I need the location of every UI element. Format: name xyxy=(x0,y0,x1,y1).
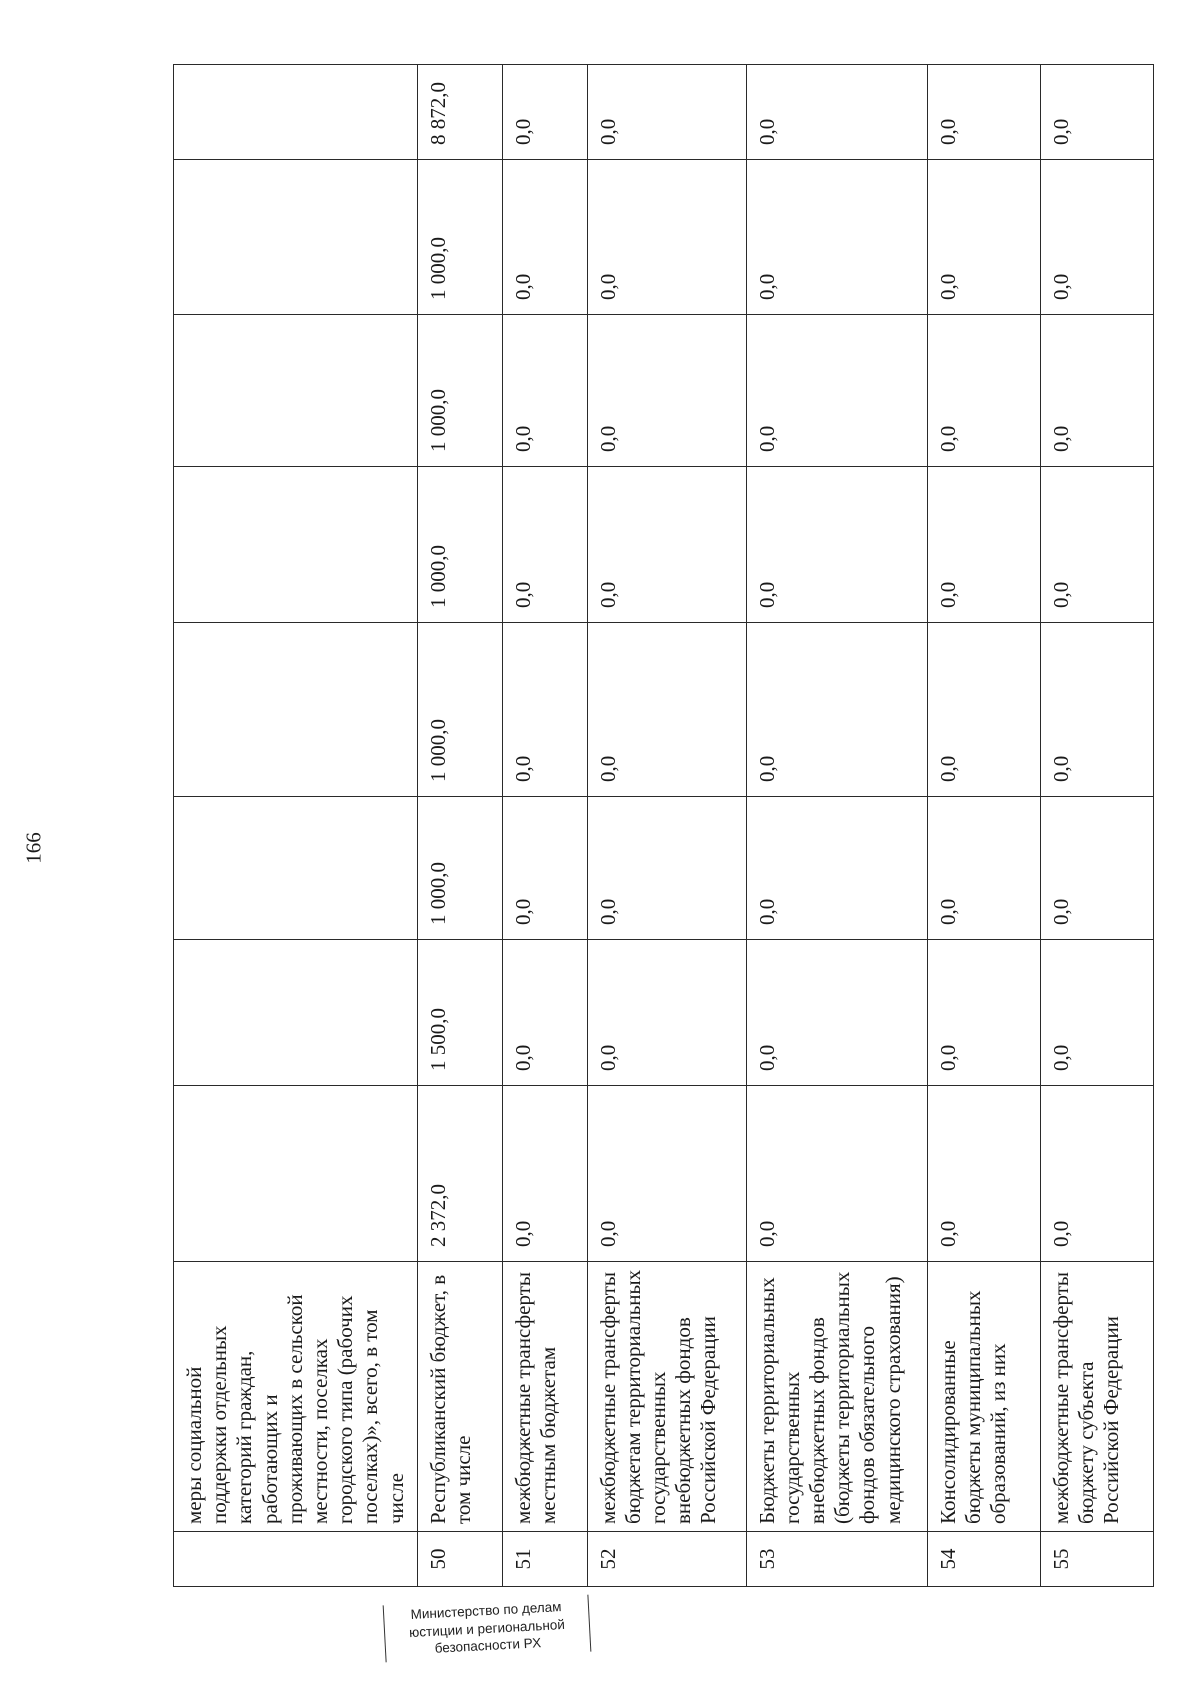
value-cell: 0,0 xyxy=(746,160,927,315)
value-cell: 0,0 xyxy=(502,940,587,1086)
value-cell xyxy=(174,160,418,315)
value-cell: 0,0 xyxy=(746,467,927,623)
value-cell xyxy=(174,65,418,160)
value-cell: 0,0 xyxy=(502,160,587,315)
value-cell: 0,0 xyxy=(587,797,746,940)
value-cell: 0,0 xyxy=(746,65,927,160)
value-cell: 1 000,0 xyxy=(417,467,502,623)
value-cell: 0,0 xyxy=(927,65,1040,160)
row-label: межбюджетные трансферты бюджету субъекта Российской Федерации xyxy=(1040,1262,1153,1532)
value-cell: 0,0 xyxy=(1040,65,1153,160)
row-number: 55 xyxy=(1040,1532,1153,1587)
row-number: 54 xyxy=(927,1532,1040,1587)
row-label: Республиканский бюджет, в том числе xyxy=(417,1262,502,1532)
value-cell: 2 372,0 xyxy=(417,1086,502,1262)
value-cell: 8 872,0 xyxy=(417,65,502,160)
value-cell: 0,0 xyxy=(587,1086,746,1262)
row-number xyxy=(174,1532,418,1587)
value-cell: 0,0 xyxy=(927,467,1040,623)
value-cell: 0,0 xyxy=(1040,160,1153,315)
row-label: Консолидированные бюджеты муниципальных образований, из них xyxy=(927,1262,1040,1532)
budget-table xyxy=(173,64,1154,1587)
stamp-line: юстиции и региональной xyxy=(408,1616,566,1640)
value-cell: 0,0 xyxy=(927,1086,1040,1262)
row-number: 52 xyxy=(587,1532,746,1587)
value-cell: 0,0 xyxy=(587,623,746,797)
value-cell: 0,0 xyxy=(1040,1086,1153,1262)
table-row xyxy=(502,65,587,1587)
table-row xyxy=(746,65,927,1587)
stamp-line: Министерство по делам xyxy=(410,1599,562,1622)
row-number: 50 xyxy=(417,1532,502,1587)
value-cell: 1 000,0 xyxy=(417,160,502,315)
table-row xyxy=(1040,65,1153,1587)
value-cell xyxy=(174,797,418,940)
row-label: Бюджеты территориальных государственных внебюджетных фондов (бюджеты территориальных фондов обязательного медицинского страхования) xyxy=(746,1262,927,1532)
value-cell: 0,0 xyxy=(927,160,1040,315)
row-label: меры социальной поддержки отдельных категорий граждан, работающих и проживающих в сельской местности, поселках городского типа (рабочих поселках)», всего, в том числе xyxy=(174,1262,418,1532)
value-cell xyxy=(174,1086,418,1262)
value-cell: 0,0 xyxy=(502,65,587,160)
value-cell: 0,0 xyxy=(1040,940,1153,1086)
page-number: 166 xyxy=(21,832,46,864)
value-cell: 0,0 xyxy=(746,623,927,797)
value-cell: 0,0 xyxy=(587,160,746,315)
value-cell: 0,0 xyxy=(587,940,746,1086)
value-cell: 0,0 xyxy=(927,315,1040,467)
stamp-line: безопасности РХ xyxy=(434,1635,542,1656)
value-cell: 0,0 xyxy=(1040,467,1153,623)
value-cell: 1 500,0 xyxy=(417,940,502,1086)
ministry-stamp xyxy=(383,1595,592,1662)
value-cell xyxy=(174,623,418,797)
value-cell: 0,0 xyxy=(587,315,746,467)
value-cell: 1 000,0 xyxy=(417,623,502,797)
row-number: 51 xyxy=(502,1532,587,1587)
value-cell: 1 000,0 xyxy=(417,315,502,467)
value-cell: 0,0 xyxy=(1040,315,1153,467)
value-cell: 0,0 xyxy=(502,315,587,467)
row-label: межбюджетные трансферты бюджетам территориальных государственных внебюджетных фондов Российской Федерации xyxy=(587,1262,746,1532)
row-label: межбюджетные трансферты местным бюджетам xyxy=(502,1262,587,1532)
value-cell: 0,0 xyxy=(746,940,927,1086)
value-cell: 0,0 xyxy=(927,797,1040,940)
value-cell: 0,0 xyxy=(746,315,927,467)
table-row xyxy=(417,65,502,1587)
value-cell: 0,0 xyxy=(746,1086,927,1262)
value-cell: 0,0 xyxy=(927,623,1040,797)
value-cell: 0,0 xyxy=(927,940,1040,1086)
value-cell xyxy=(174,315,418,467)
value-cell: 0,0 xyxy=(746,797,927,940)
table-row xyxy=(174,65,418,1587)
value-cell: 1 000,0 xyxy=(417,797,502,940)
value-cell: 0,0 xyxy=(502,623,587,797)
value-cell: 0,0 xyxy=(502,1086,587,1262)
row-number: 53 xyxy=(746,1532,927,1587)
value-cell: 0,0 xyxy=(1040,623,1153,797)
table-row xyxy=(927,65,1040,1587)
value-cell xyxy=(174,467,418,623)
table-row xyxy=(587,65,746,1587)
value-cell: 0,0 xyxy=(502,467,587,623)
value-cell: 0,0 xyxy=(587,467,746,623)
value-cell: 0,0 xyxy=(502,797,587,940)
value-cell xyxy=(174,940,418,1086)
value-cell: 0,0 xyxy=(1040,797,1153,940)
value-cell: 0,0 xyxy=(587,65,746,160)
